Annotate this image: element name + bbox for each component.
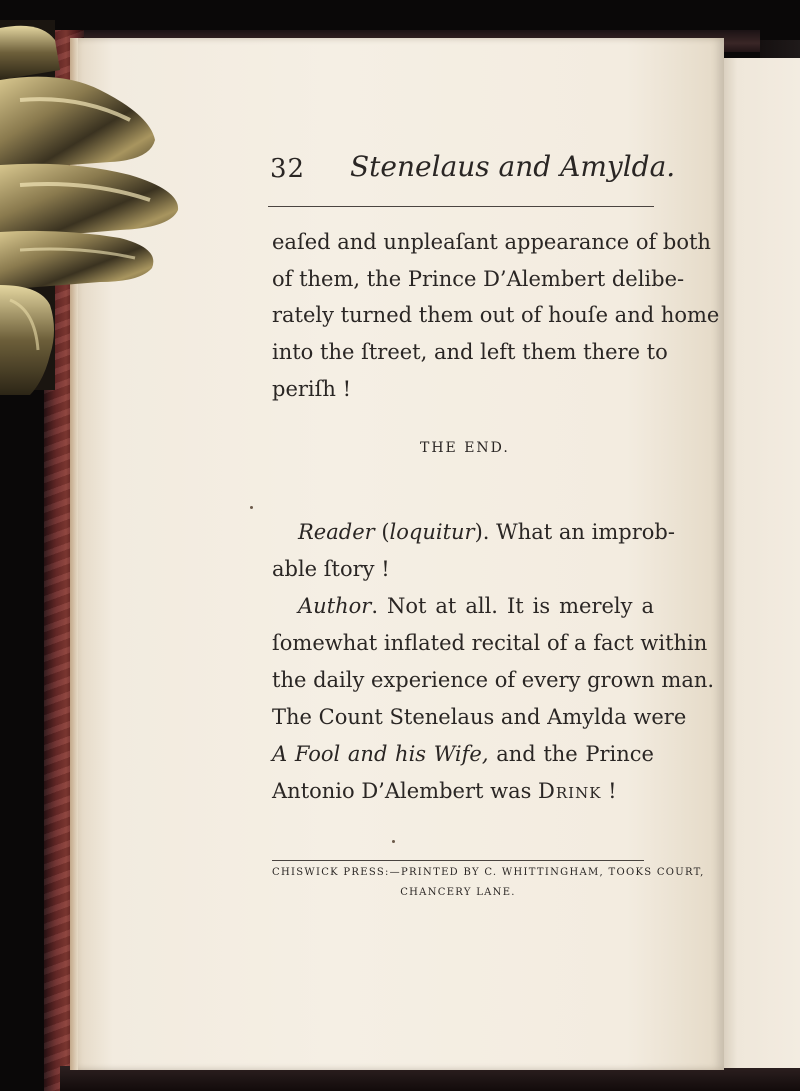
text-line: The Count Stenelaus and Amylda were [272,705,687,729]
reader-paren-open: ( [374,520,390,544]
author-speaker: Author [298,594,372,618]
text-line: rately turned them out of houſe and home [272,303,720,327]
fool-phrase: A Fool and his Wife, [272,742,489,766]
drink-word: Drink [538,779,602,803]
reader-aside: loquitur [389,520,475,544]
final-line-suffix: ! [601,779,617,803]
text-line: eaſed and unpleaſant appearance of both [272,230,711,254]
page-number: 32 [270,154,306,184]
fool-line [272,740,654,768]
text-line: able ſtory ! [272,557,390,581]
the-end-heading: THE END. [420,440,510,456]
text-line: of them, the Prince D’Alembert delibe- [272,267,685,291]
imprint-line: CHANCERY LANE. [400,887,516,898]
final-line [272,777,654,805]
fool-line-rest: and the Prince [496,742,654,766]
paper-speck [392,840,395,843]
text-line: periſh ! [272,377,352,401]
brass-clip-icon [0,0,185,400]
reader-line [298,518,675,546]
text-line: ſomewhat inflated recital of a fact within [272,631,708,655]
reader-paren-close: ). [474,520,490,544]
running-head [270,148,676,188]
imprint-line: CHISWICK PRESS:—PRINTED BY C. WHITTINGHAM, TOOKS COURT, [272,867,705,878]
imprint-rule [272,860,644,861]
author-line [298,592,654,620]
running-title: Stenelaus and Amylda. [350,150,676,183]
author-line-rest: . Not at all. It is merely a [371,594,654,618]
reader-speaker: Reader [298,520,375,544]
final-line-prefix: Antonio D’Alembert was [272,779,539,803]
text-line: into the ſtreet, and left them there to [272,340,668,364]
text-line: the daily experience of every grown man. [272,668,715,692]
reader-line-rest: What an improb- [496,520,675,544]
paper-speck [250,506,253,509]
facing-page-edge [722,58,800,1068]
head-rule [268,206,654,207]
